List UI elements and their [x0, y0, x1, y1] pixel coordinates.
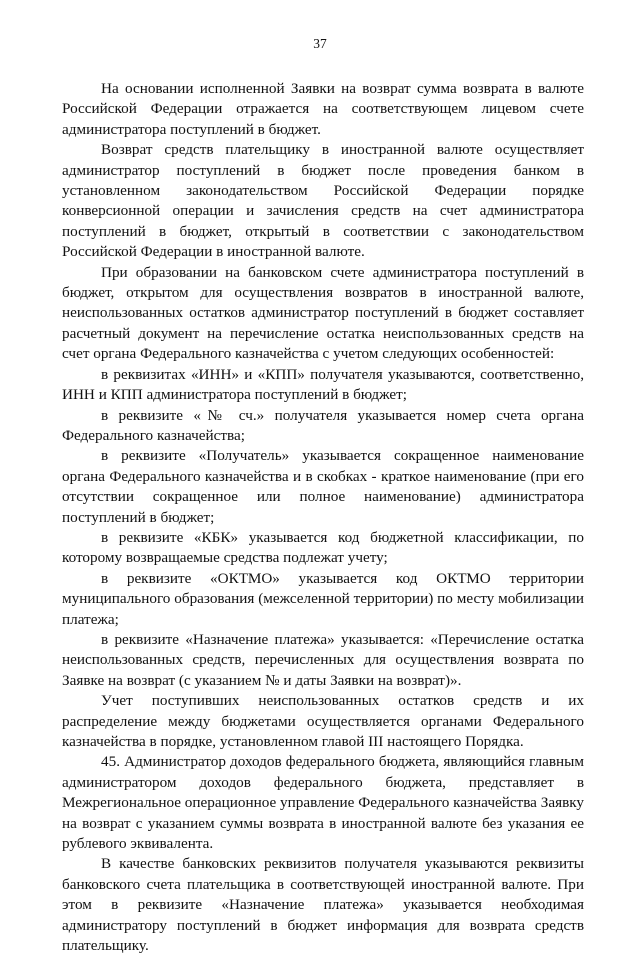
paragraph-account-number: в реквизите «№ сч.» получателя указывается номер счета органа Федерального казначейства;	[62, 406, 584, 444]
page-number: 37	[313, 36, 327, 51]
paragraph-bank-details: В качестве банковских реквизитов получателя указываются реквизиты банковского счета плательщика в соответствующей иностранной валюте. При этом в реквизите «Назначение платежа» указывается необходимая администратору поступлений в бюджет информация для возврата средств плательщику.	[62, 855, 584, 955]
paragraph-oktmo: в реквизите «ОКТМО» указывается код ОКТМО территории муниципального образования (межселенной территории) по месту мобилизации платежа;	[62, 569, 584, 628]
document-body	[62, 79, 584, 956]
paragraph-accounting: Учет поступивших неиспользованных остатков средств и их распределение между бюджетами осуществляется органами Федерального казначейства в порядке, установленном главой III настоящего Порядка.	[62, 692, 584, 750]
paragraph-recipient: в реквизите «Получатель» указывается сокращенное наименование органа Федерального казначейства и в скобках - краткое наименование (при его отсутствии сокращенное или полное наименование) администратора поступлений в бюджет;	[62, 447, 584, 526]
paragraph-inn-kpp: в реквизитах «ИНН» и «КПП» получателя указываются, соответственно, ИНН и КПП администратора поступлений в бюджет;	[62, 365, 584, 404]
paragraph-foreign-currency-refund: Возврат средств плательщику в иностранной валюте осуществляет администратор поступлений в бюджет после проведения банком в установленном законодательством Российской Федерации порядке конверсионной операции и зачисления средств на счет администратора поступлений в бюджет, открытый в соответствии с законодательством Российской Федерации в иностранной валюте.	[62, 141, 584, 261]
paragraph-payment-purpose: в реквизите «Назначение платежа» указывается: «Перечисление остатка неиспользованных средств, перечисленных для осуществления возврата по Заявке на возврат (с указанием № и даты Заявки на возврат)».	[62, 630, 584, 689]
paragraph-unused-balances: При образовании на банковском счете администратора поступлений в бюджет, открытом для осуществления возвратов в иностранной валюте, неиспользованных остатков администратор поступлений в бюджет составляет расчетный документ на перечисление остатка неиспользованных средств на счет органа Федерального казначейства с учетом следующих особенностей:	[62, 263, 584, 363]
paragraph-refund-ruble-account: На основании исполненной Заявки на возврат сумма возврата в валюте Российской Федерации отражается на соответствующем лицевом счете администратора поступлений в бюджет.	[62, 80, 584, 138]
paragraph-kbk: в реквизите «КБК» указывается код бюджетной классификации, по которому возвращаемые средства подлежат учету;	[62, 528, 584, 567]
paragraph-item-45: 45. Администратор доходов федерального бюджета, являющийся главным администратором доходов федерального бюджета, представляет в Межрегиональное операционное управление Федерального казначейства Заявку на возврат с указанием суммы возврата в иностранной валюте без указания ее рублевого эквивалента.	[62, 753, 584, 853]
